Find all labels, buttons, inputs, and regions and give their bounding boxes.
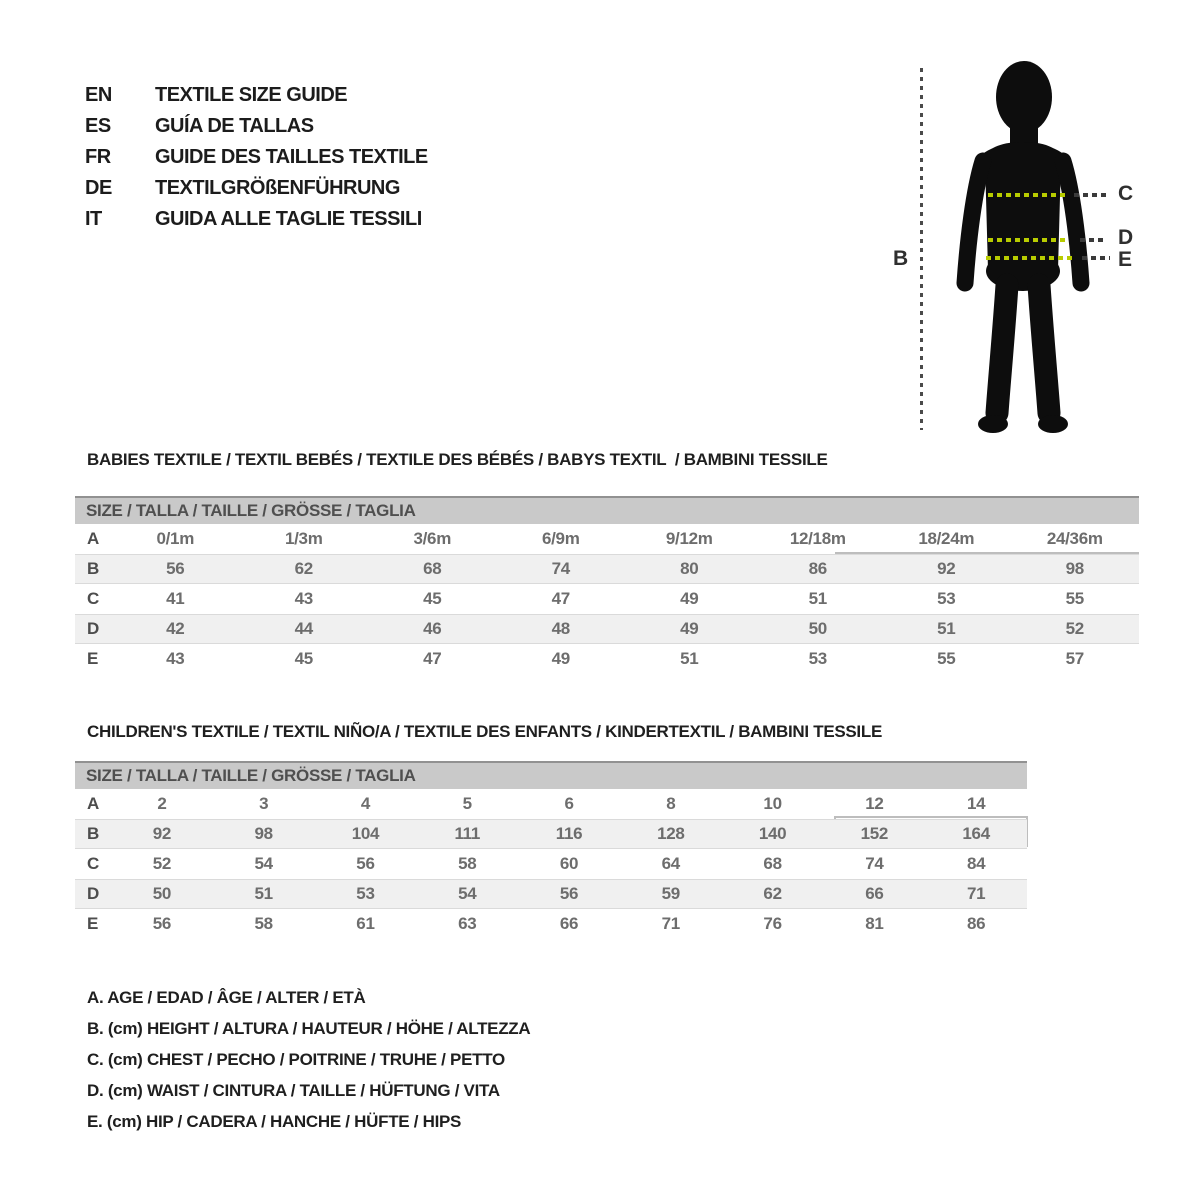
table-cell: 98 bbox=[254, 824, 273, 843]
language-title: TEXTILE SIZE GUIDE bbox=[155, 84, 348, 106]
table-cell: 1/3m bbox=[284, 529, 323, 548]
table-cell: 51 bbox=[808, 589, 827, 608]
chest-dotted-line bbox=[988, 193, 1068, 197]
table-cell: 61 bbox=[356, 914, 375, 933]
table-cell: 86 bbox=[966, 914, 986, 933]
table-cell: 12 bbox=[865, 794, 884, 813]
babies-table-rows bbox=[75, 524, 1139, 674]
table-cell: 59 bbox=[661, 884, 680, 903]
table-cell: 41 bbox=[166, 589, 185, 608]
table-cell: 62 bbox=[294, 559, 313, 578]
table-cell: 6 bbox=[564, 794, 574, 813]
table-cell: 18/24m bbox=[918, 529, 975, 548]
table-cell: 14 bbox=[966, 794, 986, 813]
language-title: TEXTILGRÖßENFÜHRUNG bbox=[155, 177, 400, 199]
table-cell: 74 bbox=[551, 559, 570, 578]
table-cell: 60 bbox=[559, 854, 579, 873]
table-cell: 57 bbox=[1065, 649, 1084, 668]
row-label: B bbox=[87, 824, 100, 843]
legend-line-hip: E. (cm) HIP / CADERA / HANCHE / HÜFTE / HIPS bbox=[87, 1112, 462, 1131]
table-cell: 55 bbox=[1065, 589, 1084, 608]
table-cell: 50 bbox=[808, 619, 827, 638]
table-cell: 164 bbox=[962, 824, 990, 843]
chest-extension-line bbox=[1074, 193, 1106, 197]
hip-extension-line bbox=[1082, 256, 1110, 260]
legend-line-height: B. (cm) HEIGHT / ALTURA / HAUTEUR / HÖHE / ALTEZZA bbox=[87, 1019, 531, 1038]
table-cell: 76 bbox=[763, 914, 782, 933]
table-cell: 42 bbox=[166, 619, 185, 638]
table-cell: 3/6m bbox=[413, 529, 452, 548]
table-cell: 45 bbox=[423, 589, 442, 608]
table-cell: 43 bbox=[294, 589, 313, 608]
table-cell: 52 bbox=[1065, 619, 1084, 638]
legend-line-chest: C. (cm) CHEST / PECHO / POITRINE / TRUHE / PETTO bbox=[87, 1050, 505, 1069]
table-cell: 64 bbox=[661, 854, 680, 873]
language-row-fr bbox=[85, 142, 428, 173]
table-cell: 56 bbox=[356, 854, 375, 873]
table-cell: 74 bbox=[865, 854, 884, 873]
measurement-legend bbox=[87, 982, 530, 1137]
waist-extension-line bbox=[1080, 238, 1106, 242]
table-cell: 62 bbox=[763, 884, 782, 903]
language-title: GUÍA DE TALLAS bbox=[155, 115, 314, 137]
row-label: D bbox=[87, 619, 100, 638]
table-cell: 58 bbox=[458, 854, 477, 873]
table-row-a bbox=[75, 789, 1027, 819]
table-cell: 56 bbox=[166, 559, 185, 578]
table-cell: 68 bbox=[423, 559, 442, 578]
height-label: B bbox=[893, 247, 909, 270]
table-cell: 92 bbox=[937, 559, 956, 578]
table-row-b bbox=[75, 554, 1139, 584]
table-cell: 71 bbox=[966, 884, 986, 903]
table-cell: 140 bbox=[758, 824, 787, 843]
table-cell: 54 bbox=[254, 854, 273, 873]
table-cell: 0/1m bbox=[156, 529, 195, 548]
table-cell: 6/9m bbox=[541, 529, 580, 548]
row-label: D bbox=[87, 884, 100, 903]
table-cell: 71 bbox=[661, 914, 680, 933]
row-label: E bbox=[87, 914, 99, 933]
table-cell: 66 bbox=[559, 914, 579, 933]
language-code: EN bbox=[85, 84, 112, 106]
table-cell: 5 bbox=[462, 794, 472, 813]
table-cell: 66 bbox=[865, 884, 884, 903]
size-header-row: SIZE / TALLA / TAILLE / GRÖSSE / TAGLIA bbox=[75, 496, 1139, 524]
table-cell: 152 bbox=[860, 824, 889, 843]
language-row-de bbox=[85, 173, 428, 204]
row-label: C bbox=[87, 854, 100, 873]
table-cell: 2 bbox=[157, 794, 167, 813]
table-cell: 51 bbox=[680, 649, 699, 668]
table-cell: 46 bbox=[423, 619, 442, 638]
table-cell: 48 bbox=[551, 619, 570, 638]
row-label: E bbox=[87, 649, 99, 668]
table-row-a bbox=[75, 524, 1139, 554]
language-row-es bbox=[85, 111, 428, 142]
table-row-d bbox=[75, 879, 1027, 909]
language-row-en bbox=[85, 80, 428, 111]
children-table-rows bbox=[75, 789, 1027, 939]
chest-label: C bbox=[1118, 182, 1134, 205]
table-cell: 56 bbox=[152, 914, 172, 933]
table-cell: 9/12m bbox=[665, 529, 713, 548]
children-size-table bbox=[75, 761, 1027, 939]
table-cell: 80 bbox=[680, 559, 699, 578]
table-cell: 54 bbox=[458, 884, 477, 903]
legend-line-age: A. AGE / EDAD / ÂGE / ALTER / ETÀ bbox=[87, 988, 366, 1007]
table-cell: 53 bbox=[937, 589, 956, 608]
child-silhouette-icon bbox=[938, 55, 1108, 435]
table-row-e bbox=[75, 909, 1027, 939]
table-cell: 86 bbox=[808, 559, 827, 578]
table-cell: 4 bbox=[360, 794, 371, 813]
table-cell: 45 bbox=[294, 649, 313, 668]
table-cell: 49 bbox=[551, 649, 570, 668]
babies-section-title: BABIES TEXTILE / TEXTIL BEBÉS / TEXTILE DES BÉBÉS / BABYS TEXTIL / BAMBINI TESSILE bbox=[87, 450, 828, 469]
table-cell: 8 bbox=[666, 794, 676, 813]
language-code: IT bbox=[85, 208, 102, 230]
waist-label: D bbox=[1118, 226, 1134, 249]
table-cell: 10 bbox=[763, 794, 782, 813]
language-title: GUIDA ALLE TAGLIE TESSILI bbox=[155, 208, 422, 230]
table-cell: 84 bbox=[966, 854, 986, 873]
table-cell: 47 bbox=[423, 649, 442, 668]
table-cell: 50 bbox=[152, 884, 172, 903]
table-cell: 58 bbox=[254, 914, 273, 933]
table-cell: 24/36m bbox=[1046, 529, 1103, 548]
table-cell: 53 bbox=[808, 649, 827, 668]
table-cell: 128 bbox=[657, 824, 685, 843]
table-cell: 68 bbox=[763, 854, 782, 873]
table-row-e bbox=[75, 644, 1139, 674]
table-cell: 49 bbox=[680, 589, 699, 608]
measurement-figure bbox=[860, 40, 1180, 460]
language-row-it bbox=[85, 204, 428, 235]
table-cell: 98 bbox=[1065, 559, 1084, 578]
table-row-c bbox=[75, 584, 1139, 614]
table-cell: 43 bbox=[166, 649, 185, 668]
table-cell: 104 bbox=[351, 824, 380, 843]
size-header-row: SIZE / TALLA / TAILLE / GRÖSSE / TAGLIA bbox=[75, 761, 1027, 789]
language-code: DE bbox=[85, 177, 112, 199]
hip-dotted-line bbox=[986, 256, 1072, 260]
language-title-block bbox=[85, 80, 428, 235]
row-label: A bbox=[87, 529, 100, 548]
table-cell: 56 bbox=[559, 884, 579, 903]
table-cell: 49 bbox=[680, 619, 699, 638]
table-row-b bbox=[75, 819, 1027, 849]
table-cell: 51 bbox=[937, 619, 956, 638]
language-title: GUIDE DES TAILLES TEXTILE bbox=[155, 146, 428, 168]
table-cell: 81 bbox=[865, 914, 884, 933]
waist-dotted-line bbox=[988, 238, 1068, 242]
legend-line-waist: D. (cm) WAIST / CINTURA / TAILLE / HÜFTUNG / VITA bbox=[87, 1081, 500, 1100]
row-label: A bbox=[87, 794, 100, 813]
language-code: ES bbox=[85, 115, 111, 137]
table-cell: 55 bbox=[937, 649, 956, 668]
children-section-title: CHILDREN'S TEXTILE / TEXTIL NIÑO/A / TEXTILE DES ENFANTS / KINDERTEXTIL / BAMBINI TESSILE bbox=[87, 722, 882, 741]
table-row-c bbox=[75, 849, 1027, 879]
table-cell: 44 bbox=[294, 619, 313, 638]
table-cell: 12/18m bbox=[789, 529, 846, 548]
height-dotted-line bbox=[920, 68, 923, 430]
table-cell: 52 bbox=[152, 854, 172, 873]
table-cell: 111 bbox=[454, 824, 481, 843]
babies-size-table bbox=[75, 496, 1139, 674]
hip-label: E bbox=[1118, 248, 1133, 271]
table-cell: 51 bbox=[254, 884, 273, 903]
table-cell: 47 bbox=[551, 589, 570, 608]
table-cell: 53 bbox=[356, 884, 375, 903]
row-label: C bbox=[87, 589, 100, 608]
row-label: B bbox=[87, 559, 100, 578]
language-code: FR bbox=[85, 146, 111, 168]
table-row-d bbox=[75, 614, 1139, 644]
table-cell: 92 bbox=[152, 824, 172, 843]
table-cell: 116 bbox=[555, 824, 583, 843]
table-cell: 3 bbox=[259, 794, 269, 813]
table-cell: 63 bbox=[458, 914, 477, 933]
